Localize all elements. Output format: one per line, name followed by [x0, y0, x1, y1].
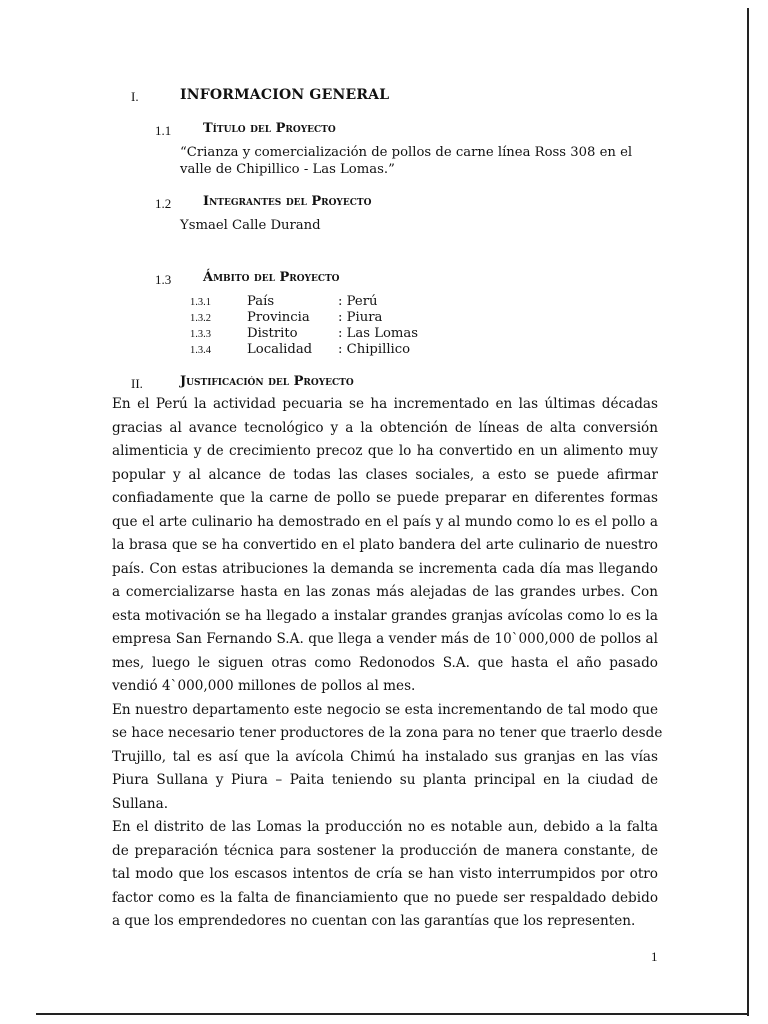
ambito-item-number: 1.3.1 [190, 297, 211, 308]
paragraph-line: que el arte culinario ha demostrado en el país y al mundo como lo es el pollo a [112, 514, 658, 530]
ambito-item-value: : Piura [338, 310, 383, 325]
ambito-heading: Ámbito del Proyecto [203, 270, 340, 285]
ambito-item-number: 1.3.3 [190, 329, 211, 340]
section2-title: Justificación del Proyecto [180, 374, 354, 389]
subsection-number-1-2: 1.2 [155, 196, 172, 211]
subsection-number-1-3: 1.3 [155, 272, 172, 287]
section2-number: II. [131, 376, 143, 391]
titulo-heading: Título del Proyecto [203, 121, 336, 136]
paragraph-line: En nuestro departamento este negocio se esta incrementando de tal modo que [112, 702, 658, 718]
ambito-item-label: País [247, 294, 275, 309]
paragraph-line: factor como es la falta de financiamiento que no puede ser respaldado debido [112, 890, 658, 906]
paragraph-line: esta motivación se ha llegado a instalar grandes granjas avícolas como lo es la [112, 608, 658, 624]
page-number: 1 [651, 949, 658, 964]
titulo-line-2: valle de Chipillico - Las Lomas.” [180, 162, 395, 177]
paragraph-line: tal modo que los escasos intentos de cría se han visto interrumpidos por otro [112, 866, 658, 882]
ambito-item-number: 1.3.2 [190, 313, 211, 324]
integrante-name: Ysmael Calle Durand [180, 218, 321, 233]
ambito-item-label: Provincia [247, 310, 310, 325]
ambito-item-label: Localidad [247, 342, 313, 357]
paragraph-line: a que los emprendedores no cuentan con las garantías que los representen. [112, 913, 636, 929]
ambito-item-label: Distrito [247, 326, 298, 341]
ambito-item-number: 1.3.4 [190, 345, 211, 356]
page-border-bottom [36, 1013, 748, 1015]
titulo-line-1: “Crianza y comercialización de pollos de carne línea Ross 308 en el [180, 145, 633, 160]
paragraph-line: En el Perú la actividad pecuaria se ha incrementado en las últimas décadas [112, 396, 658, 412]
ambito-item-value: : Las Lomas [338, 326, 419, 341]
page-border-right [747, 8, 749, 1016]
paragraph-line: alimenticia y de crecimiento precoz que lo ha convertido en un alimento muy [112, 443, 658, 459]
paragraph-line: Sullana. [112, 796, 169, 812]
ambito-item-value: : Perú [338, 294, 378, 309]
paragraph-line: gracias al avance tecnológico y a la obtención de líneas de alta conversión [112, 420, 658, 436]
paragraph-line: de preparación técnica para sostener la producción de manera constante, de [112, 843, 658, 859]
paragraph-line: empresa San Fernando S.A. que llega a vender más de 10`000,000 de pollos al [112, 631, 658, 647]
section1-number: I. [131, 89, 139, 104]
section1-title: INFORMACION GENERAL [180, 87, 390, 103]
paragraph-line: popular y al alcance de todas las clases sociales, a esto se puede afirmar [112, 467, 658, 483]
paragraph-line: vendió 4`000,000 millones de pollos al mes. [112, 678, 416, 694]
paragraph-line: Trujillo, tal es así que la avícola Chimú ha instalado sus granjas en las vías [112, 749, 658, 765]
paragraph-line: mes, luego le siguen otras como Redonodos S.A. que hasta el año pasado [112, 655, 658, 671]
paragraph-line: Piura Sullana y Piura – Paita teniendo su planta principal en la ciudad de [112, 772, 658, 788]
paragraph-line: país. Con estas atribuciones la demanda se incrementa cada día mas llegando [112, 561, 658, 577]
paragraph-line: confiadamente que la carne de pollo se puede preparar en diferentes formas [112, 490, 658, 506]
paragraph-line: a comercializarse hasta en las zonas más alejadas de las grandes urbes. Con [112, 584, 658, 600]
ambito-item-value: : Chipillico [338, 342, 411, 357]
paragraph-line: la brasa que se ha convertido en el plato bandera del arte culinario de nuestro [112, 537, 658, 553]
integrantes-heading: Integrantes del Proyecto [203, 194, 372, 209]
paragraph-line: se hace necesario tener productores de la zona para no tener que traerlo desde [112, 725, 663, 741]
paragraph-line: En el distrito de las Lomas la producción no es notable aun, debido a la falta [112, 819, 658, 835]
subsection-number-1-1: 1.1 [155, 123, 172, 138]
